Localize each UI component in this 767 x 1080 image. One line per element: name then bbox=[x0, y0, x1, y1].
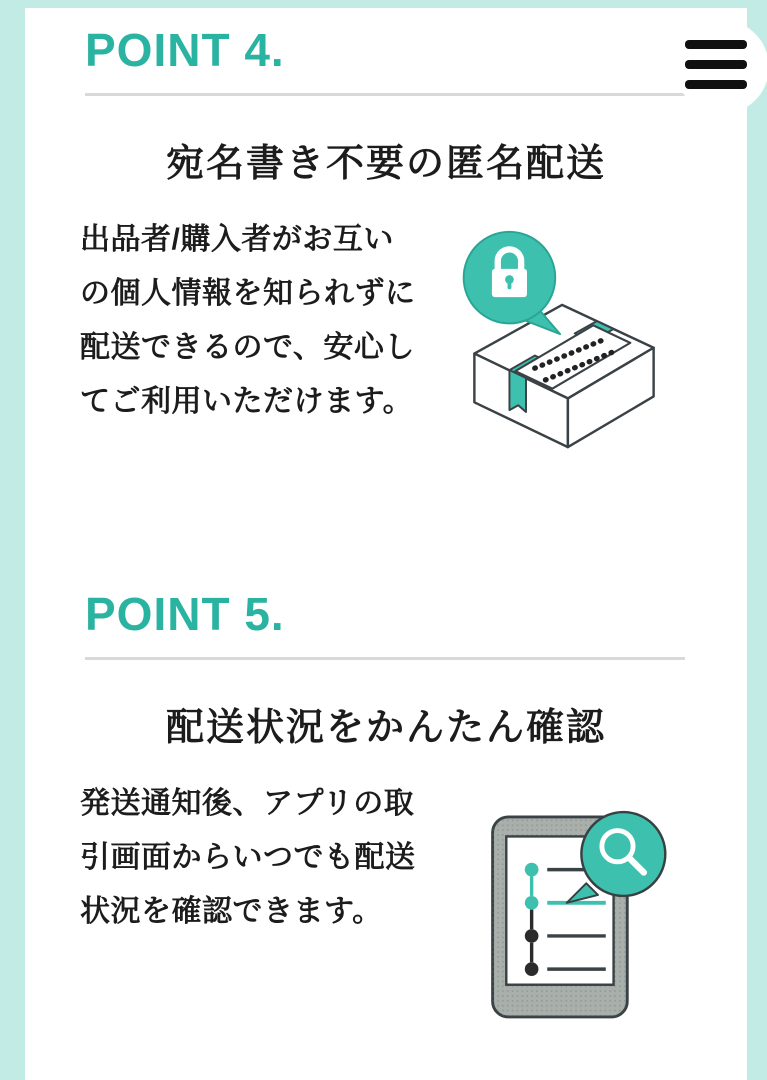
body-line: の個人情報を知られずに bbox=[80, 276, 416, 310]
section-title: 宛名書き不要の匿名配送 bbox=[165, 142, 606, 185]
point-label: POINT 5. bbox=[85, 587, 285, 640]
section-point-5 bbox=[25, 460, 747, 1034]
section-body-text bbox=[80, 213, 416, 429]
body-line: てご利用いただけます。 bbox=[80, 384, 414, 418]
body-line: 発送通知後、アプリの取 bbox=[80, 786, 415, 820]
section-title: 配送状況をかんたん確認 bbox=[165, 706, 606, 749]
hamburger-icon bbox=[685, 40, 747, 49]
hamburger-icon bbox=[685, 60, 747, 69]
body-line: 引画面からいつでも配送 bbox=[80, 840, 416, 874]
body-line: 配送できるので、安心し bbox=[80, 330, 415, 364]
section-body-text bbox=[80, 777, 416, 939]
divider bbox=[85, 93, 685, 96]
hamburger-menu-button[interactable] bbox=[685, 40, 747, 89]
tracking-status-tablet-illustration bbox=[477, 799, 677, 1034]
hamburger-icon bbox=[685, 80, 747, 89]
content-row bbox=[25, 751, 747, 1034]
content-panel bbox=[25, 8, 747, 1080]
point-label: POINT 4. bbox=[85, 24, 285, 76]
divider bbox=[85, 657, 685, 660]
lock-bubble bbox=[464, 232, 560, 334]
content-row bbox=[25, 187, 747, 460]
body-line: 出品者/購入者がお互い bbox=[80, 222, 394, 256]
section-point-4 bbox=[25, 8, 747, 460]
body-line: 状況を確認できます。 bbox=[80, 894, 383, 928]
anonymous-shipping-box-illustration bbox=[451, 221, 677, 460]
